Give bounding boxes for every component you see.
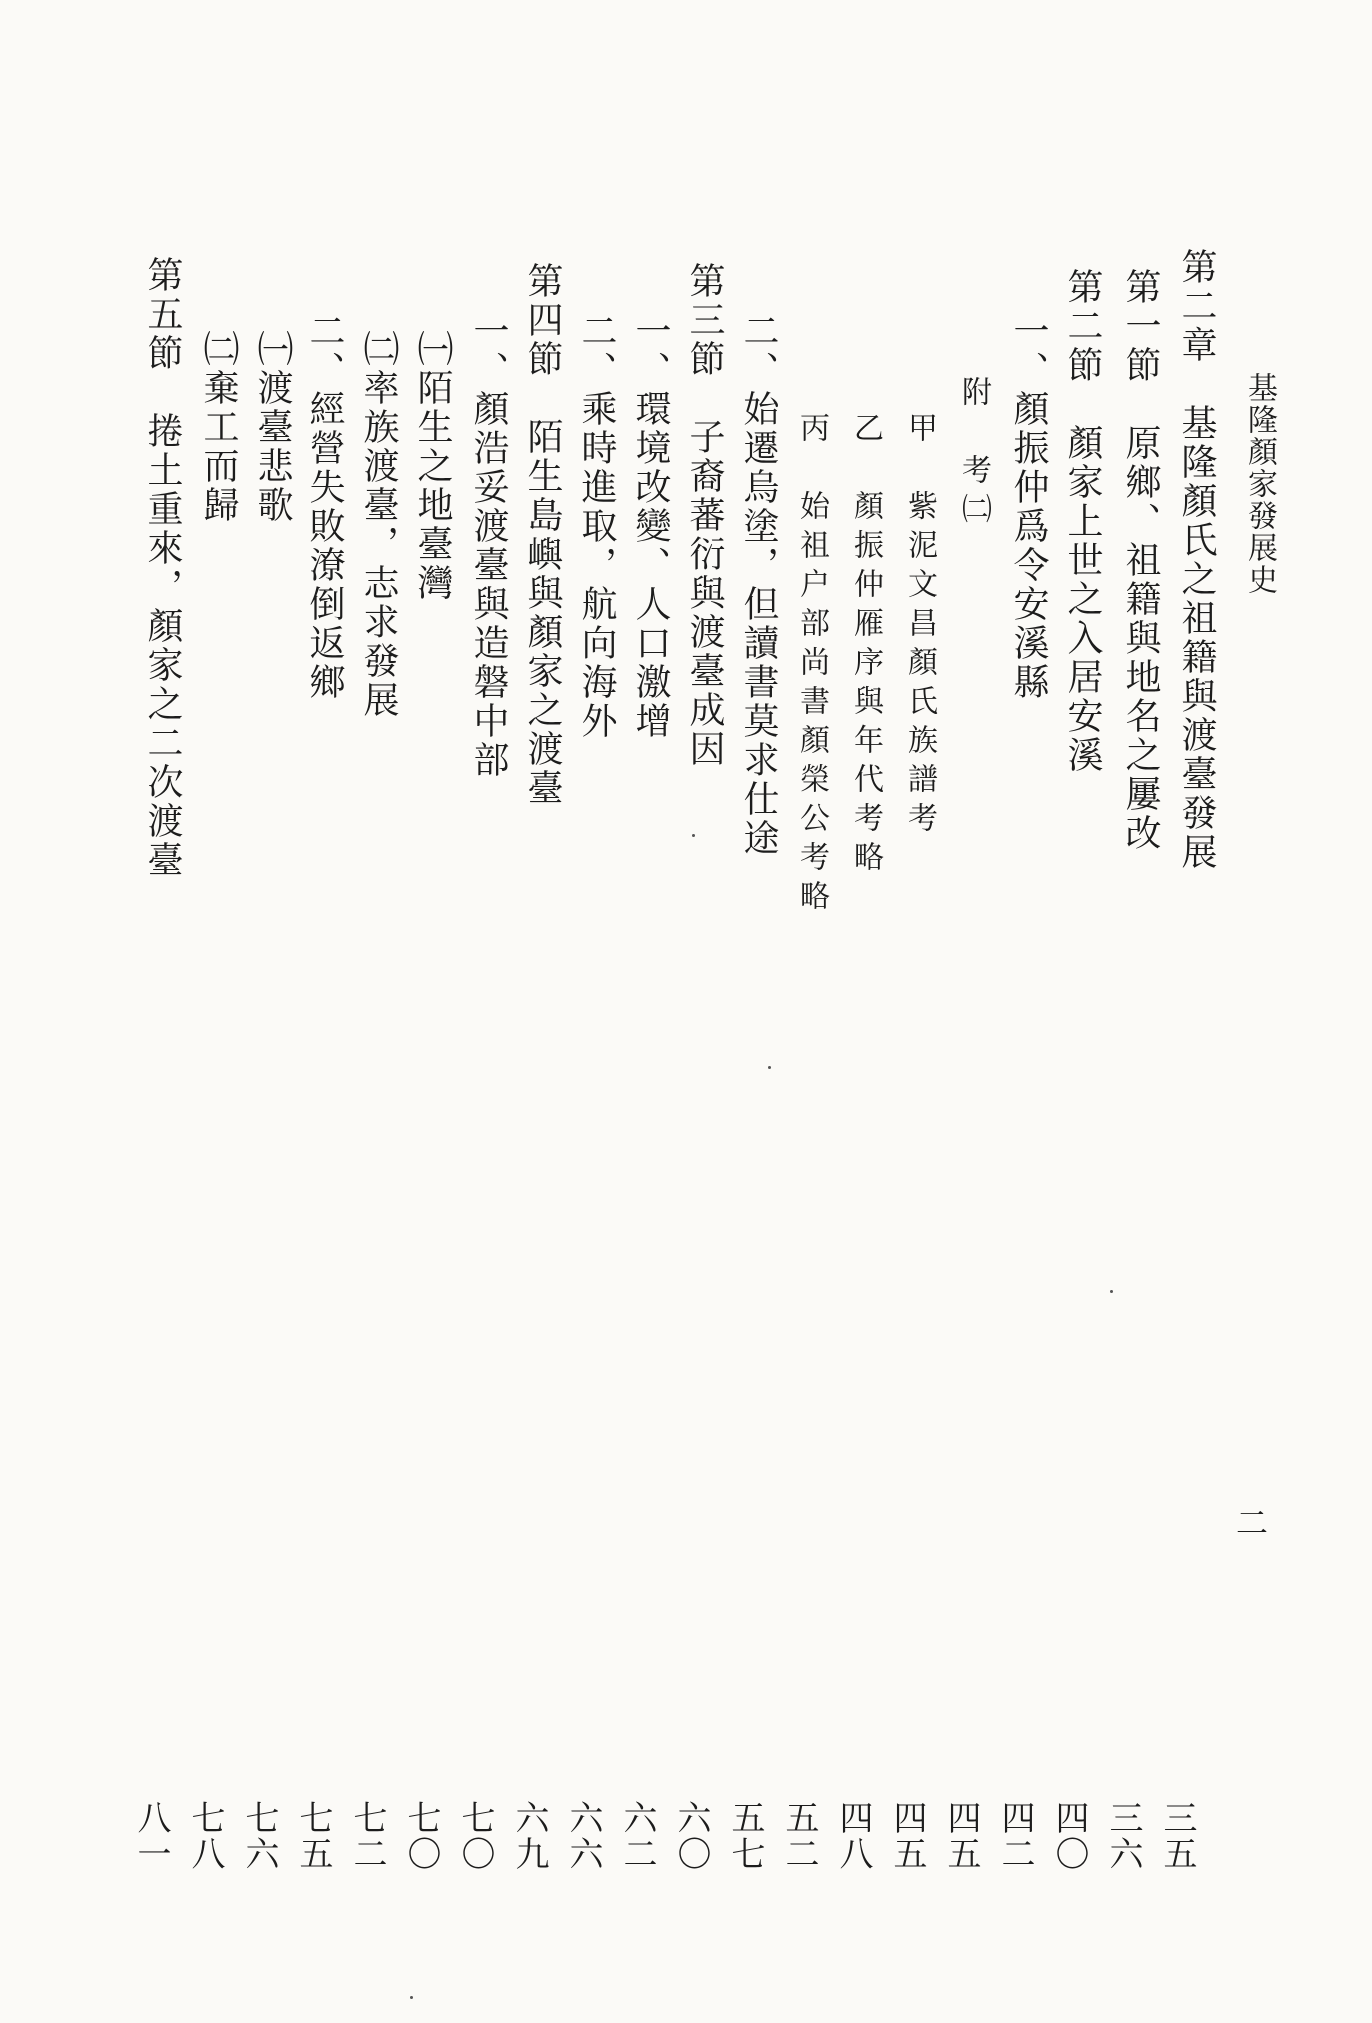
- toc-entry-sub-item: ㈡率族渡臺，志求發展: [358, 330, 399, 720]
- toc-page-number: 七八: [185, 1800, 225, 1872]
- running-title: 基隆顏家發展史: [1242, 372, 1277, 596]
- toc-page-number: 四五: [941, 1800, 981, 1872]
- page-number: 二: [1231, 1506, 1269, 1538]
- toc-page-number: 五七: [725, 1800, 765, 1872]
- toc-page-number: 六〇: [671, 1800, 711, 1872]
- toc-page-number: 四二: [995, 1800, 1035, 1872]
- toc-entry-section-2: 第二節 顏家上世之入居安溪: [1062, 268, 1103, 775]
- toc-entry-item: 二、經營失敗潦倒返鄉: [304, 312, 345, 702]
- toc-page-number: 五二: [779, 1800, 819, 1872]
- toc-page-number: 四八: [833, 1800, 873, 1872]
- toc-page-number: 六二: [617, 1800, 657, 1872]
- toc-entry-item: 一、環境改變、人口激增: [630, 312, 671, 741]
- toc-page-number: 三五: [1157, 1800, 1197, 1872]
- toc-page-number: 三六: [1103, 1800, 1143, 1872]
- toc-entry-item: 二、始遷烏塗，但讀書莫求仕途: [738, 312, 779, 858]
- toc-entry-section-4: 第四節 陌生島嶼與顏家之渡臺: [522, 262, 563, 808]
- toc-entry-sub-item: 丙 始祖户部尚書顏榮公考略: [794, 412, 829, 919]
- toc-entry-sub-item: 甲 紫泥文昌顏氏族譜考: [902, 412, 937, 841]
- paper-speck: [692, 834, 695, 837]
- toc-entry-section-3: 第三節 子裔蕃衍與渡臺成因: [684, 262, 725, 769]
- toc-entry-section-1: 第一節 原鄉、祖籍與地名之屢改: [1120, 268, 1161, 853]
- toc-entry-sub-item: 乙 顏振仲雁序與年代考略: [848, 412, 883, 880]
- paper-speck: [1110, 1290, 1113, 1293]
- toc-entry-sub-item: ㈠陌生之地臺灣: [412, 330, 453, 603]
- toc-page-number: 七五: [293, 1800, 333, 1872]
- toc-page-number: 四五: [887, 1800, 927, 1872]
- toc-page-number: 六九: [509, 1800, 549, 1872]
- toc-entry-chapter-2: 第二章 基隆顏氏之祖籍與渡臺發展: [1176, 248, 1217, 872]
- toc-entry-sub-item: ㈠渡臺悲歌: [252, 330, 293, 525]
- toc-page-number: 七二: [347, 1800, 387, 1872]
- toc-page-number: 六六: [563, 1800, 603, 1872]
- toc-page-number: 七〇: [455, 1800, 495, 1872]
- toc-entry-item: 一、顏振仲爲令安溪縣: [1008, 312, 1049, 702]
- toc-entry-item: 一、顏浩妥渡臺與造磐中部: [468, 312, 509, 780]
- toc-page-number: 八一: [131, 1800, 171, 1872]
- toc-entry-appendix: 附 考㈡: [956, 376, 991, 532]
- toc-page-number: 四〇: [1049, 1800, 1089, 1872]
- toc-entry-item: 二、乘時進取，航向海外: [576, 312, 617, 741]
- toc-page-number: 七六: [239, 1800, 279, 1872]
- paper-speck: [768, 1066, 771, 1069]
- toc-page-number: 七〇: [401, 1800, 441, 1872]
- toc-entry-sub-item: ㈡棄工而歸: [198, 330, 239, 525]
- paper-speck: [410, 1996, 413, 1999]
- toc-entry-section-5: 第五節 捲土重來，顏家之二次渡臺: [142, 256, 183, 880]
